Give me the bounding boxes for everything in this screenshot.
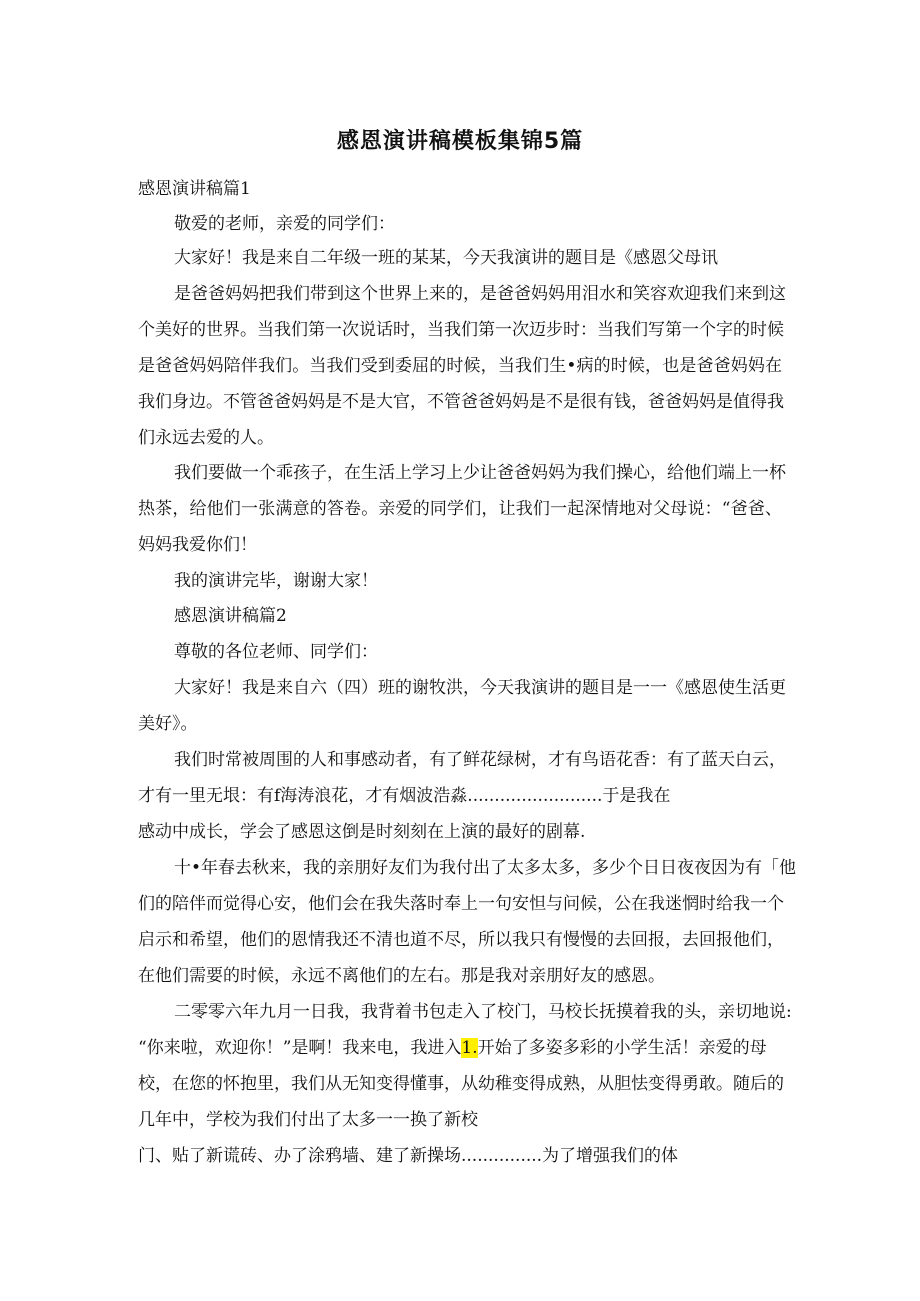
paragraph-line: 在他们需要的时候，永远不离他们的左右。那是我对亲朋好友的感恩。 — [138, 966, 665, 986]
greeting-2: 尊敬的各位老师、同学们： — [174, 642, 378, 662]
paragraph-line: 们的陪伴而觉得心安，他们会在我失落时奉上一句安怛与问候，公在我迷惘时给我一个 — [138, 894, 784, 914]
paragraph-line-highlighted — [138, 1035, 767, 1061]
paragraph-line: 我们时常被周围的人和事感动者，有了鲜花绿树，才有鸟语花香：有了蓝天白云， — [174, 750, 786, 770]
paragraph-line: 热茶，给他们一张满意的答卷。亲爱的同学们，让我们一起深情地对父母说：“爸爸、 — [138, 499, 782, 519]
greeting-1: 敬爱的老师，亲爱的同学们： — [174, 214, 395, 234]
paragraph-line: 二零零六年九月一日我，我背着书包走入了校门，马校长抚摸着我的头，亲切地说: — [174, 1002, 792, 1022]
paragraph-line: 是爸爸妈妈陪伴我们。当我们受到委屈的时候，当我们生•病的时候，也是爸爸妈妈在 — [138, 356, 782, 376]
closing-1: 我的演讲完毕，谢谢大家！ — [174, 571, 378, 591]
text-span: “你来啦，欢迎你！”是啊！我来电，我进入 — [138, 1038, 462, 1058]
paragraph-line: 美好》。 — [138, 714, 198, 734]
paragraph-line: 门、贴了新谎砖、办了涂鸦墙、建了新操场...............为了增强我们的体 — [138, 1146, 679, 1166]
paragraph-line: 妈妈我爱你们！ — [138, 535, 257, 555]
paragraph-line: 校，在您的怀抱里，我们从无知变得懂事，从幼稚变得成熟，从胆怯变得勇敢。随后的 — [138, 1074, 784, 1094]
paragraph-line: 十•年春去秋来，我的亲朋好友们为我付出了太多太多，多少个日日夜夜因为有「他 — [174, 858, 797, 878]
paragraph-line: 我们身边。不管爸爸妈妈是不是大官，不管爸爸妈妈是不是很有钱，爸爸妈妈是值得我 — [138, 392, 784, 412]
text-span: 开始了多姿多彩的小学生活！亲爱的母 — [477, 1038, 767, 1058]
highlighted-text: 1. — [461, 1038, 478, 1058]
paragraph-line: 才有一里无垠：有f海涛浪花，才有烟波浩淼.........................于是我在 — [138, 786, 671, 806]
paragraph-line: 是爸爸妈妈把我们带到这个世界上来的，是爸爸妈妈用泪水和笑容欢迎我们来到这 — [174, 284, 786, 304]
section-heading-1: 感恩演讲稿篇1 — [138, 179, 251, 199]
section-heading-2: 感恩演讲稿篇2 — [174, 606, 287, 626]
intro-1: 大家好！我是来自二年级一班的某某，今天我演讲的题目是《感恩父母讯 — [174, 248, 718, 268]
paragraph-line: 感动中成长，学会了感恩这倒是时刻刻在上演的最好的剧幕. — [138, 822, 586, 842]
paragraph-line: 我们要做一个乖孩子，在生活上学习上少让爸爸妈妈为我们操心，给他们端上一杯 — [174, 463, 786, 483]
document-title: 感恩演讲稿模板集锦5篇 — [336, 129, 584, 154]
paragraph-line: 启示和希望，他们的恩情我还不清也道不尽，所以我只有慢慢的去回报，去回报他们， — [138, 930, 784, 950]
paragraph-line: 们永远去爱的人。 — [138, 428, 274, 448]
paragraph-line: 个美好的世界。当我们第一次说话时，当我们第一次迈步时：当我们写第一个字的时候 — [138, 320, 784, 340]
paragraph-line: 大家好！我是来自六（四）班的谢牧洪，今天我演讲的题目是一一《感恩使生活更 — [174, 678, 786, 698]
paragraph-line: 几年中，学校为我们付出了太多一一换了新校 — [138, 1110, 478, 1130]
